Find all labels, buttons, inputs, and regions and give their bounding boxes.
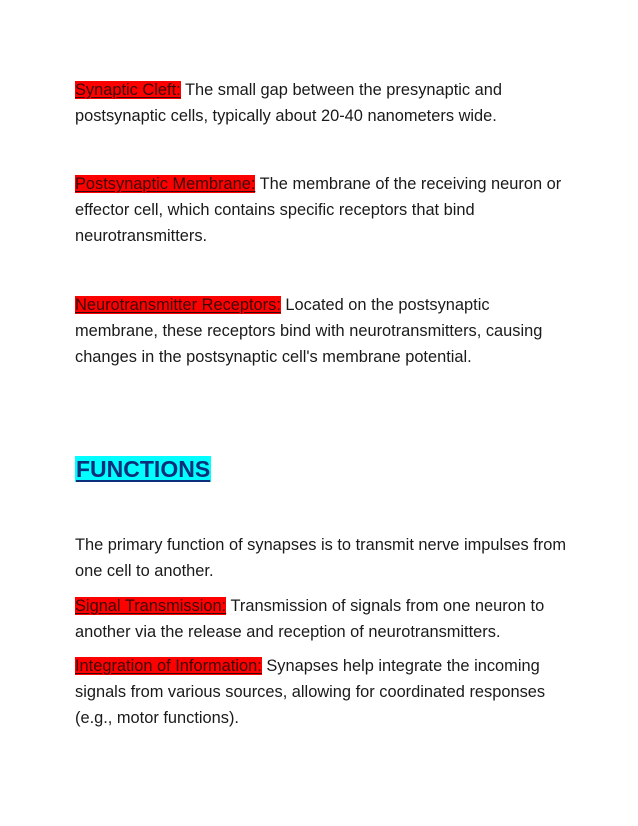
term-synaptic-cleft: Synaptic Cleft:: [75, 81, 181, 99]
term-signal-transmission: Signal Transmission:: [75, 597, 227, 615]
paragraph-signal-transmission: [75, 593, 575, 645]
definition-integration-of-information: Synapses help integrate the incoming signals from various sources, allowing for coordinated responses (e.g., motor functions).: [75, 657, 546, 727]
definition-postsynaptic-membrane: The membrane of the receiving neuron or effector cell, which contains specific receptors that bind neurotransmitters.: [75, 175, 562, 245]
definition-neurotransmitter-receptors: Located on the postsynaptic membrane, these receptors bind with neurotransmitters, causing changes in the postsynaptic cell's membrane potential.: [75, 296, 543, 366]
definition-synaptic-cleft: The small gap between the presynaptic and postsynaptic cells, typically about 20-40 nanometers wide.: [75, 81, 503, 125]
paragraph-integration-of-information: [75, 653, 575, 731]
term-integration-of-information: Integration of Information:: [75, 657, 262, 675]
paragraph-synaptic-cleft: [75, 77, 575, 129]
functions-intro: The primary function of synapses is to transmit nerve impulses from one cell to another.: [75, 536, 566, 580]
definition-signal-transmission: Transmission of signals from one neuron to another via the release and reception of neurotransmitters.: [75, 597, 545, 641]
paragraph-postsynaptic-membrane: [75, 171, 575, 249]
term-neurotransmitter-receptors: Neurotransmitter Receptors:: [75, 296, 281, 314]
term-postsynaptic-membrane: Postsynaptic Membrane:: [75, 175, 256, 193]
functions-heading: FUNCTIONS: [76, 456, 211, 482]
paragraph-neurotransmitter-receptors: [75, 292, 575, 370]
